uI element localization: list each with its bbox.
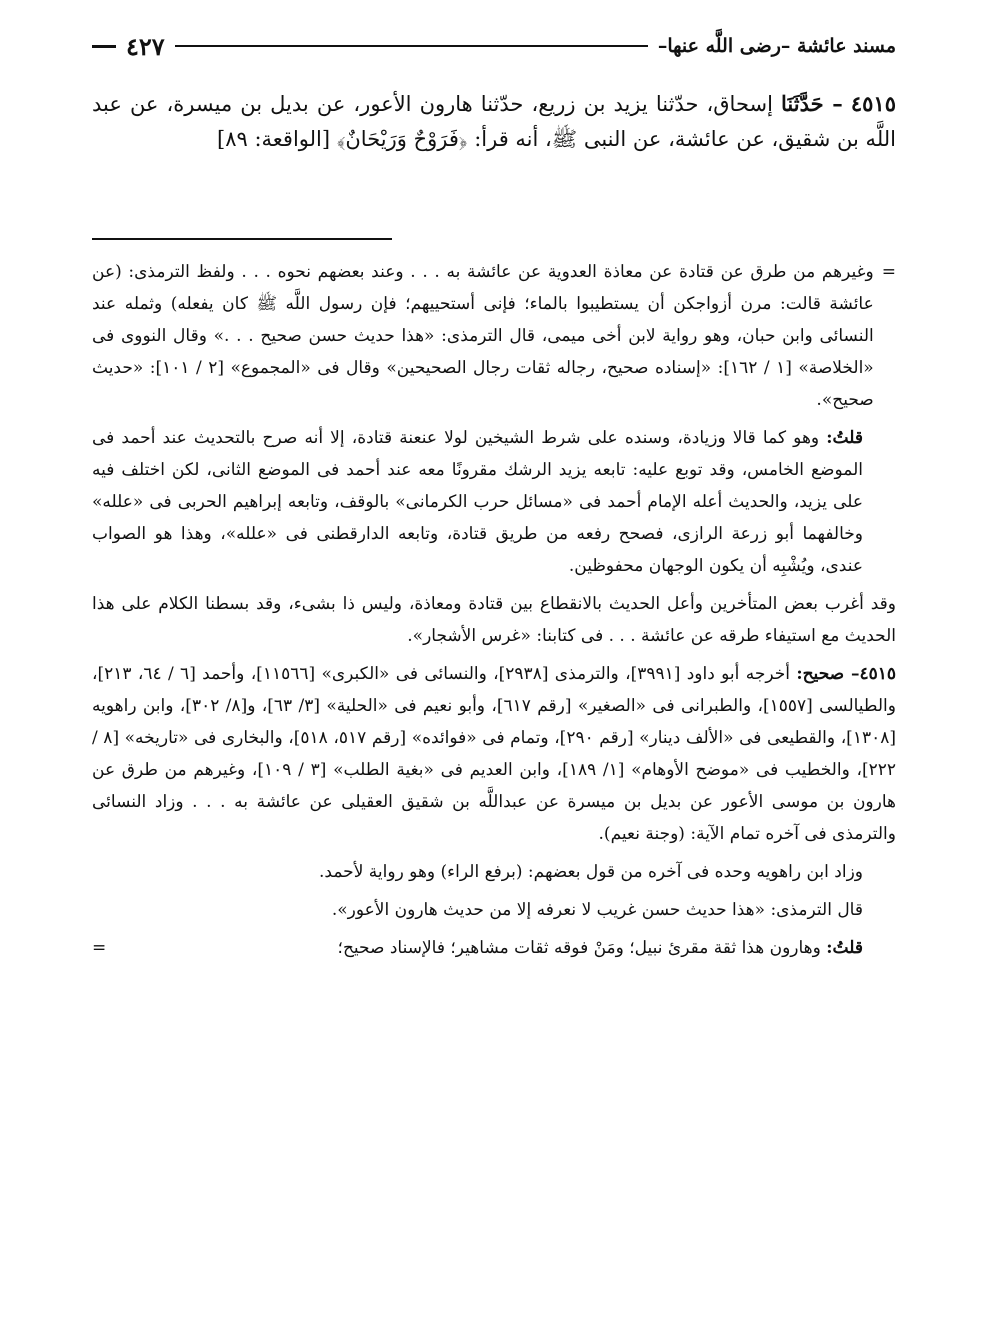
footnote-paragraph: وزاد ابن راهويه وحده فى آخره من قول بعضهم: (برفع الراء) وهو رواية لأحمد. — [319, 862, 863, 882]
hadith-citation: [الواقعة: ٨٩] — [217, 127, 331, 151]
footnote-paragraph: وغيرهم من طرق عن قتادة عن معاذة العدوية عن عائشة به . . . وعند بعضهم نحوه . . . ولفظ الترمذى: (عن عائشة قالت: مرن أزواجكن أن يستطيبوا بالماء؛ فإنى أستحييهم؛ فإن رسول اللَّه ﷺ كان يفعله) وثمله عند النسائى وابن حبان، وهو رواية لابن أخى ميمى، قال الترمذى: «هذا حديث حسن صحيح . . .» وقال النووى فى «الخلاصة» [١ / ١٦٢]: «إسناده صحيح، رجاله ثقات رجال الصحيحين» وقال فى «المجموع» [٢ / ١٠١]: «حديث صحيح». — [92, 262, 874, 410]
running-title: مسند عائشة –رضى اللَّه عنها– — [657, 35, 896, 57]
hadith-text — [92, 86, 896, 157]
page-number-dash — [92, 45, 116, 48]
end-continuation-mark: = — [92, 938, 107, 958]
footnote-separator — [92, 238, 392, 240]
footnote-paragraph: قال الترمذى: «هذا حديث حسن غريب لا نعرفه إلا من حديث هارون الأعور». — [331, 900, 863, 920]
page-number: ٤٢٧ — [126, 31, 165, 61]
footnote-paragraph: قلتُ: وهارون هذا ثقة مقرئ نبيل؛ ومَنْ فوقه ثقات مشاهير؛ فالإسناد صحيح؛ = — [92, 932, 896, 964]
continuation-mark: = — [881, 262, 896, 282]
header-rule — [175, 45, 648, 47]
footnote-paragraph: وقد أغرب بعض المتأخرين وأعل الحديث بالانقطاع بين قتادة ومعاذة، وليس ذا بشىء، وقد بسطنا الكلام على هذا الحديث مع استيفاء طرقه عن عائشة . . . فى كتابنا: «غرس الأشجار». — [92, 594, 896, 646]
hadith-body: إسحاق، حدّثنا يزيد بن زريع، حدّثنا هارون الأعور، عن بديل بن ميسرة، عن عبد اللَّه بن شقيق، عن عائشة، عن النبى ﷺ، أنه قرأ: ﴿فَرَوْحٌ وَرَيْحَانٌ﴾ — [92, 92, 896, 151]
takhrij-paragraph: ٤٥١٥– صحيح: أخرجه أبو داود [٣٩٩١]، والترمذى [٢٩٣٨]، والنسائى فى «الكبرى» [١١٥٦٦]، وأحمد [٦ / ٦٤، ٢١٣]، والطيالسى [١٥٥٧]، والطبرانى فى «الصغير» [رقم ٦١٧]، وأبو نعيم فى «الحلية» [٣/ ٦٣]، و[٨/ ٣٠٢]، وابن راهويه [١٣٠٨]، والقطيعى فى «الألف دينار» [رقم ٢٩٠]، وتمام فى «فوائده» [رقم ٥١٧، ٥١٨]، والبخارى فى «تاريخه» [٨ / ٢٢٢]، والخطيب فى «موضح الأوهام» [١/ ١٨٩]، وابن العديم فى «بغية الطلب» [٣ / ١٠٩]، وغيرهم من طرق عن هارون بن موسى الأعور عن بديل بن ميسرة عن عبداللَّه بن شقيق العقيلى عن عائشة به . . . وزاد النسائى والترمذى فى آخره تمام الآية: (وجنة نعيم). — [92, 664, 897, 844]
footnotes — [92, 256, 896, 970]
hadith-lead: – حَدَّثَنَا — [781, 91, 843, 116]
qultu-label: قلتُ: — [826, 938, 863, 958]
qultu-label: قلتُ: — [826, 428, 864, 448]
takhrij-label: ٤٥١٥– صحيح: — [796, 664, 896, 684]
hadith-number: ٤٥١٥ — [850, 91, 896, 116]
footnote-paragraph: قلتُ: وهو كما قالا وزيادة، وسنده على شرط الشيخين لولا عنعنة قتادة، إلا أنه صرح بالتحديث عند أحمد فى الموضع الخامس، وقد توبع عليه: تابعه يزيد الرشك مقرونًا معه عند أحمد فى الموضع الثانى، لكن اختلف فيه على يزيد، والحديث أعله الإمام أحمد فى «مسائل حرب الكرمانى» بالوقف، وتابعه إبراهيم الحربى فى «علله» وخالفهما أبو زرعة الرازى، فصحح رفعه من طريق قتادة، وتابعه الدارقطنى فى «علله»، وهذا هو الصواب عندى، ويُشْبِه أن يكون الوجهان محفوظين. — [92, 428, 864, 576]
footnote-continuation — [92, 256, 896, 416]
page-header — [92, 26, 896, 66]
